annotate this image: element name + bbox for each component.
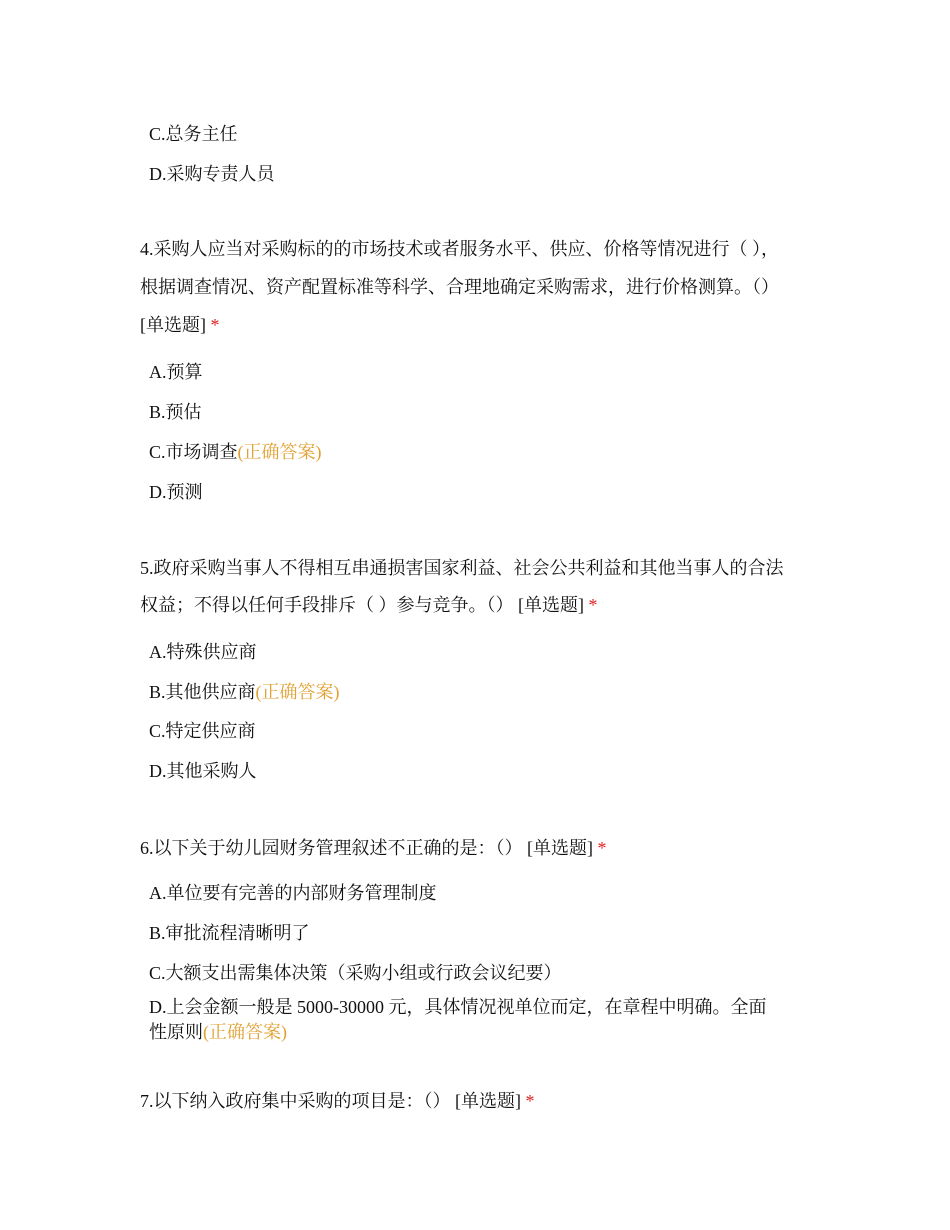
q7-question-text: 7.以下纳入政府集中采购的项目是：（） [单选题] — [140, 1091, 521, 1111]
q6-option-d-text-1: D.上会金额一般是 5000-30000 元，具体情况视单位而定，在章程中明确。全面 — [149, 997, 767, 1017]
q3-option-d-text: D.采购专责人员 — [149, 164, 275, 184]
q4-question-line-2: 根据调查情况、资产配置标准等科学、合理地确定采购需求，进行价格测算。（） — [140, 277, 779, 297]
q4-option-b[interactable] — [149, 400, 202, 424]
q4-option-d[interactable] — [149, 480, 203, 504]
q4-option-c[interactable] — [149, 440, 322, 464]
q6-option-a[interactable] — [149, 881, 437, 905]
q4-option-a[interactable] — [149, 360, 203, 384]
q5-option-d-text: D.其他采购人 — [149, 761, 257, 781]
q5-option-c-text: C.特定供应商 — [149, 721, 256, 741]
q5-question-text: 权益；不得以任何手段排斥（ ）参与竞争。（） [单选题] — [140, 595, 584, 615]
q6-option-d-line-1[interactable] — [149, 995, 767, 1019]
q4-question-line-1: 4.采购人应当对采购标的的市场技术或者服务水平、供应、价格等情况进行（ ）， — [140, 239, 779, 259]
q5-option-c[interactable] — [149, 719, 256, 743]
q4-correct-answer-mark: (正确答案) — [237, 442, 322, 462]
q6-correct-answer-mark: (正确答案) — [203, 1022, 287, 1042]
q5-correct-answer-mark: (正确答案) — [255, 682, 340, 702]
q3-option-c[interactable] — [149, 122, 238, 146]
q6-required-star: * — [597, 838, 607, 858]
q5-option-b-text: B.其他供应商 — [149, 682, 256, 702]
q6-option-b-text: B.审批流程清晰明了 — [149, 923, 310, 943]
q4-required-star: * — [210, 315, 220, 335]
q6-option-a-text: A.单位要有完善的内部财务管理制度 — [149, 883, 437, 903]
q6-option-c[interactable] — [149, 961, 562, 985]
q4-option-c-text: C.市场调查 — [149, 442, 238, 462]
q4-question-type — [140, 313, 220, 337]
q5-question-line-1: 5.政府采购当事人不得相互串通损害国家利益、社会公共利益和其他当事人的合法 — [140, 558, 784, 578]
q6-option-c-text: C.大额支出需集体决策（采购小组或行政会议纪要） — [149, 963, 562, 983]
q5-required-star: * — [588, 595, 598, 615]
q5-option-a-text: A.特殊供应商 — [149, 642, 257, 662]
q5-question-line-2 — [140, 593, 598, 617]
q4-option-a-text: A.预算 — [149, 362, 203, 382]
q6-question-line — [140, 836, 607, 860]
q6-option-d-line-2[interactable] — [149, 1020, 287, 1044]
q6-question-text: 6.以下关于幼儿园财务管理叙述不正确的是：（） [单选题] — [140, 838, 593, 858]
q4-option-d-text: D.预测 — [149, 482, 203, 502]
q3-option-c-text: C.总务主任 — [149, 124, 238, 144]
q7-question-line — [140, 1089, 535, 1113]
q6-option-b[interactable] — [149, 921, 310, 945]
q5-option-d[interactable] — [149, 759, 257, 783]
q6-option-d-text-2: 性原则 — [149, 1022, 203, 1042]
q5-option-b[interactable] — [149, 680, 340, 704]
q3-option-d[interactable] — [149, 162, 275, 186]
q5-option-a[interactable] — [149, 640, 257, 664]
q7-required-star: * — [525, 1091, 535, 1111]
q4-type-tag: [单选题] — [140, 315, 206, 335]
q4-option-b-text: B.预估 — [149, 402, 202, 422]
